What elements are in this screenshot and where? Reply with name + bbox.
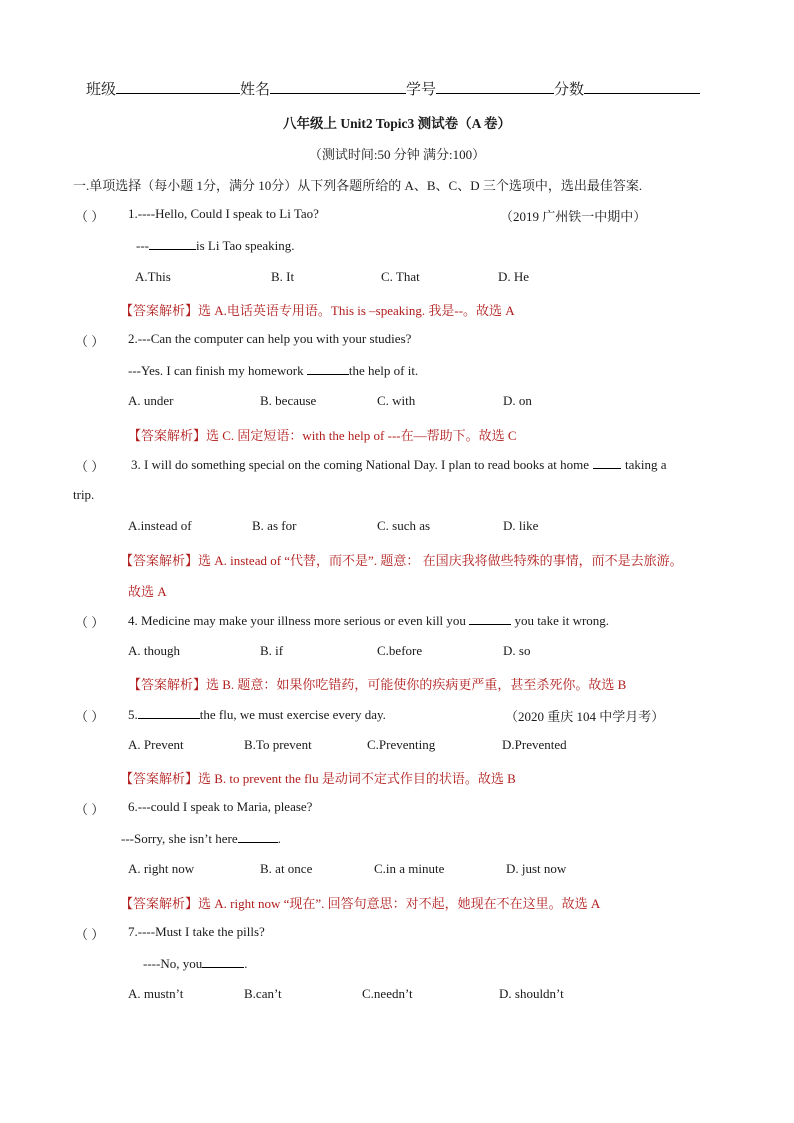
answer-blank — [202, 955, 244, 968]
option-b: B. if — [260, 643, 284, 658]
line2-prefix: --- — [136, 238, 149, 253]
header-row — [86, 78, 700, 99]
option-a: A. right now — [128, 861, 195, 876]
question-source: （2019 广州铁一中期中） — [500, 209, 647, 224]
class-blank — [116, 79, 240, 94]
stem-suffix: the flu, we must exercise every day. — [199, 707, 386, 722]
line2-suffix: is Li Tao speaking. — [196, 238, 295, 253]
answer-paren: （ ） — [75, 927, 105, 942]
answer-explanation: 【答案解析】选 B. to prevent the flu 是动词不定式作目的状语。故选 B — [120, 771, 516, 786]
option-c: C.before — [377, 643, 423, 658]
question-line2 — [136, 237, 295, 254]
answer-explanation: 【答案解析】选 B. 题意：如果你吃错药，可能使你的疾病更严重，甚至杀死你。故选 B — [128, 677, 627, 692]
class-label: 班级 — [86, 82, 117, 98]
option-b: B. because — [260, 393, 317, 408]
question-source: （2020 重庆 104 中学月考） — [505, 709, 665, 724]
option-d: D. He — [498, 269, 530, 284]
answer-paren: （ ） — [75, 709, 105, 724]
option-a: A. Prevent — [128, 737, 184, 752]
option-d: D. just now — [506, 861, 567, 876]
stem-suffix: you take it wrong. — [511, 613, 610, 628]
option-b: B.can’t — [244, 986, 282, 1001]
question-stem: 7.----Must I take the pills? — [128, 924, 265, 939]
option-b: B. It — [271, 269, 295, 284]
option-a: A. though — [128, 643, 180, 658]
option-c: C.needn’t — [362, 986, 413, 1001]
question-stem-line2: trip. — [73, 487, 95, 502]
name-blank — [270, 79, 406, 94]
answer-paren: （ ） — [75, 802, 105, 817]
question-stem — [131, 456, 667, 473]
option-d: D. shouldn’t — [499, 986, 564, 1001]
line2-suffix: the help of it. — [348, 363, 419, 378]
option-a: A.instead of — [128, 518, 192, 533]
answer-explanation: 【答案解析】选 A. right now “现在”. 回答句意思：对不起，她现在不在这里。故选 A — [120, 896, 601, 911]
answer-blank — [149, 237, 196, 250]
answer-blank — [593, 456, 621, 469]
option-c: C. such as — [377, 518, 431, 533]
question-stem — [128, 706, 386, 723]
page-subtitle: （测试时间:50 分钟 满分:100） — [308, 147, 486, 162]
option-b: B. as for — [252, 518, 297, 533]
answer-paren: （ ） — [75, 459, 105, 474]
question-stem: 1.----Hello, Could I speak to Li Tao? — [128, 206, 319, 221]
answer-explanation: 【答案解析】选 A. instead of “代替，而不是”. 题意： 在国庆我将做些特殊的事情，而不是去旅游。 — [120, 553, 683, 568]
answer-blank — [469, 612, 511, 625]
score-blank — [584, 79, 700, 94]
student-id-blank — [436, 79, 554, 94]
answer-explanation: 【答案解析】选 A.电话英语专用语。This is –speaking. 我是--。故选 A — [120, 303, 515, 318]
answer-explanation: 【答案解析】选 C. 固定短语：with the help of ---在—帮助下。故选 C — [128, 428, 517, 443]
option-b: B.To prevent — [244, 737, 312, 752]
question-stem — [128, 612, 609, 629]
answer-explanation-line2: 故选 A — [128, 584, 167, 599]
option-c: C. That — [381, 269, 420, 284]
option-a: A.This — [135, 269, 171, 284]
option-a: A. mustn’t — [128, 986, 184, 1001]
answer-paren: （ ） — [75, 334, 105, 349]
question-line2 — [121, 830, 281, 847]
option-d: D.Prevented — [502, 737, 567, 752]
stem-text: 3. I will do something special on the coming National Day. I plan to read books at home — [131, 457, 590, 472]
option-d: D. on — [503, 393, 532, 408]
line2-prefix: ---Yes. I can finish my homework — [128, 363, 307, 378]
option-a: A. under — [128, 393, 174, 408]
question-stem: 2.---Can the computer can help you with your studies? — [128, 331, 412, 346]
line2-prefix: ----No, you — [143, 956, 203, 971]
stem-prefix: 5. — [128, 707, 138, 722]
option-c: C.in a minute — [374, 861, 445, 876]
page-title: 八年级上 Unit2 Topic3 测试卷（A 卷） — [282, 116, 512, 131]
student-id-label: 学号 — [406, 82, 437, 98]
score-label: 分数 — [554, 82, 585, 98]
option-c: C.Preventing — [367, 737, 436, 752]
option-b: B. at once — [260, 861, 313, 876]
option-d: D. like — [503, 518, 539, 533]
answer-blank — [138, 706, 200, 719]
line2-suffix: . — [277, 831, 281, 846]
stem-prefix: 4. Medicine may make your illness more serious or even kill you — [128, 613, 470, 628]
answer-paren: （ ） — [75, 615, 105, 630]
section-heading: 一.单项选择（每小题 1分，满分 10分）从下列各题所给的 A、B、C、D 三个选项中，选出最佳答案. — [73, 178, 643, 193]
answer-blank — [307, 362, 349, 375]
question-stem: 6.---could I speak to Maria, please? — [128, 799, 313, 814]
answer-blank — [238, 830, 278, 843]
question-line2 — [143, 955, 247, 972]
name-label: 姓名 — [240, 82, 271, 98]
option-c: C. with — [377, 393, 416, 408]
option-d: D. so — [503, 643, 531, 658]
stem-suffix: taking a — [625, 457, 667, 472]
question-line2 — [128, 362, 418, 379]
line2-prefix: ---Sorry, she isn’t here — [121, 831, 238, 846]
answer-paren: （ ） — [75, 209, 105, 224]
line2-suffix: . — [244, 956, 248, 971]
